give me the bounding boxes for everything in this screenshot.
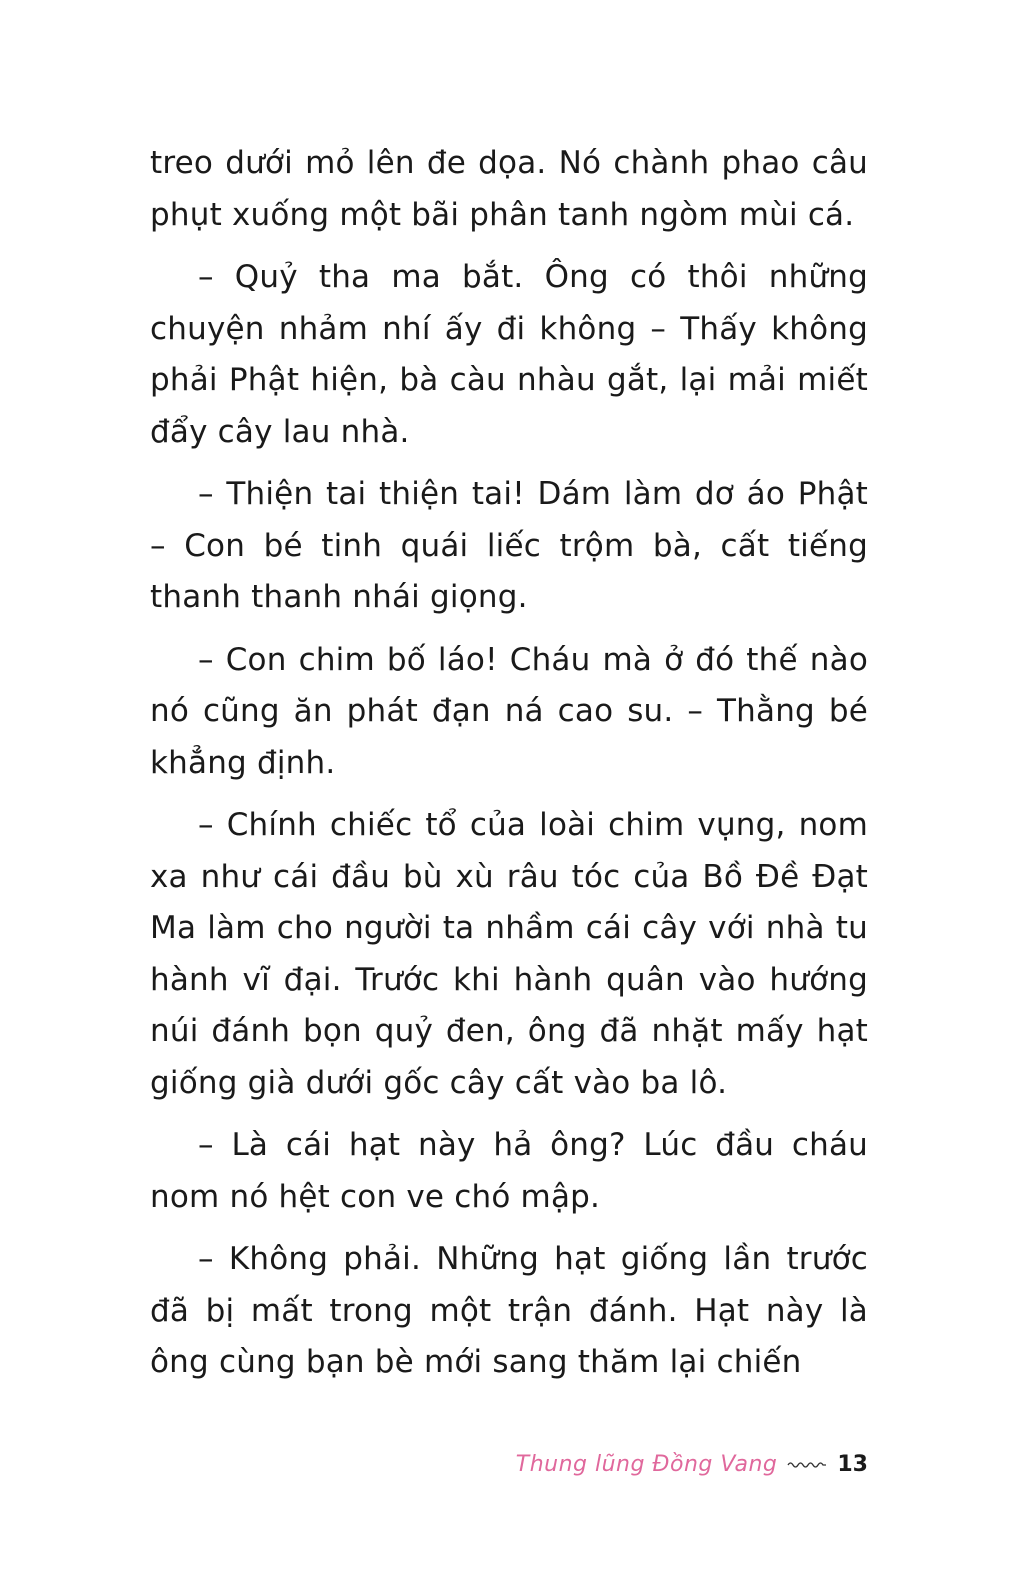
page-body <box>150 138 868 1400</box>
paragraph: – Quỷ tha ma bắt. Ông có thôi những chuyện nhảm nhí ấy đi không – Thấy không phải Phật hiện, bà càu nhàu gắt, lại mải miết đẩy cây lau nhà. <box>150 259 868 450</box>
paragraph: – Không phải. Những hạt giống lần trước đã bị mất trong một trận đánh. Hạt này là ông cùng bạn bè mới sang thăm lại chiến <box>150 1241 868 1380</box>
paragraph: treo dưới mỏ lên đe dọa. Nó chành phao câu phụt xuống một bãi phân tanh ngòm mùi cá. <box>150 145 868 233</box>
page-footer <box>516 1452 868 1477</box>
paragraph: – Là cái hạt này hả ông? Lúc đầu cháu nom nó hệt con ve chó mập. <box>150 1127 868 1215</box>
paragraph: – Thiện tai thiện tai! Dám làm dơ áo Phật – Con bé tinh quái liếc trộm bà, cất tiếng thanh thanh nhái giọng. <box>150 476 868 615</box>
book-title: Thung lũng Đồng Vang <box>515 1452 778 1477</box>
squiggle-divider-icon <box>787 1459 827 1471</box>
paragraph: – Con chim bố láo! Cháu mà ở đó thế nào nó cũng ăn phát đạn ná cao su. – Thằng bé khẳng định. <box>150 641 868 781</box>
page-number: 13 <box>837 1452 868 1477</box>
paragraph: – Chính chiếc tổ của loài chim vụng, nom xa như cái đầu bù xù râu tóc của Bồ Đề Đạt Ma làm cho người ta nhầm cái cây với nhà tu hành vĩ đại. Trước khi hành quân vào hướng núi đánh bọn quỷ đen, ông đã nhặt mấy hạt giống già dưới gốc cây cất vào ba lô. <box>150 807 868 1101</box>
